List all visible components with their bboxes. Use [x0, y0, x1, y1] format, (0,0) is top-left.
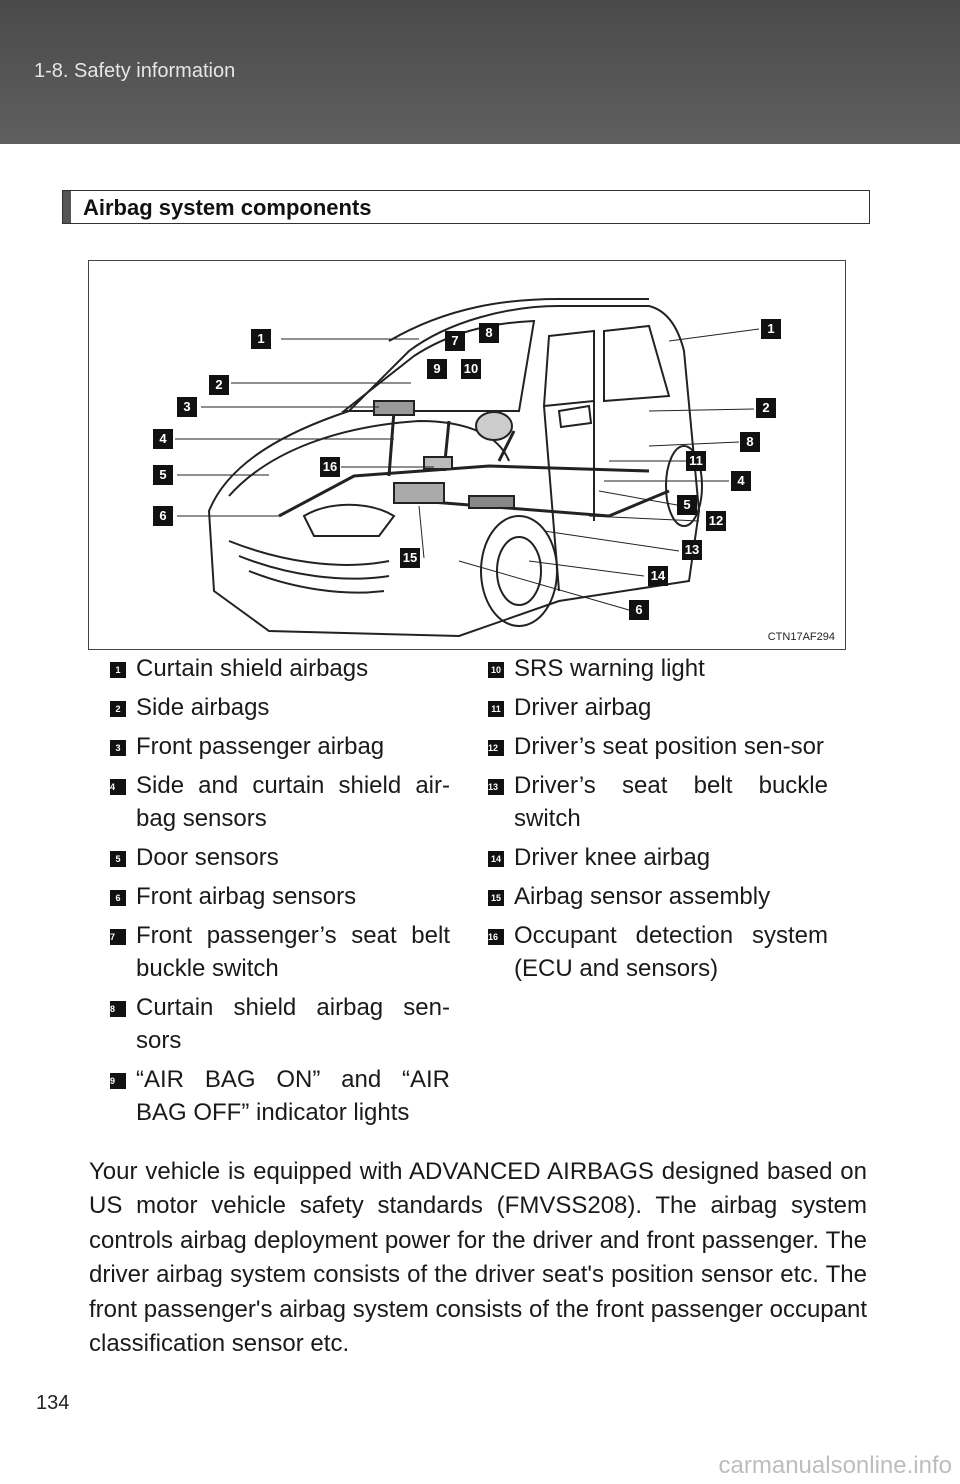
- item-number-badge: 5: [110, 851, 126, 867]
- list-item: [478, 691, 828, 724]
- item-text: Curtain shield airbags: [136, 655, 369, 682]
- callout-9: 9: [427, 359, 447, 379]
- item-number-badge: 16: [488, 929, 504, 945]
- item-number-badge: 6: [110, 890, 126, 906]
- item-text: Airbag sensor assembly: [514, 883, 771, 910]
- list-item: [478, 730, 828, 763]
- callout-7: 7: [445, 331, 465, 351]
- item-number-badge: 10: [488, 662, 504, 678]
- item-text: Door sensors: [136, 844, 279, 871]
- list-item: [478, 841, 828, 874]
- item-text: Driver’s seat position sen-sor: [514, 733, 824, 760]
- callout-6-right: 6: [629, 600, 649, 620]
- list-item: [100, 1063, 450, 1129]
- callout-16: 16: [320, 457, 340, 477]
- callout-11: 11: [686, 451, 706, 471]
- item-number-badge: 12: [488, 740, 504, 756]
- callout-8-right: 8: [740, 432, 760, 452]
- section-title-bar: [62, 190, 870, 224]
- list-item: [100, 691, 450, 724]
- item-number-badge: 8: [110, 1001, 126, 1017]
- callout-12: 12: [706, 511, 726, 531]
- callout-3: 3: [177, 397, 197, 417]
- callout-5-left: 5: [153, 465, 173, 485]
- item-number-badge: 4: [110, 779, 126, 795]
- item-number-badge: 14: [488, 851, 504, 867]
- callout-1-left: 1: [251, 329, 271, 349]
- item-text: SRS warning light: [514, 655, 705, 682]
- page-header: [0, 0, 960, 144]
- item-text: Driver’s seat belt buckle switch: [514, 772, 828, 832]
- callout-8-top: 8: [479, 323, 499, 343]
- callout-14: 14: [648, 566, 668, 586]
- callout-15: 15: [400, 548, 420, 568]
- item-text: Front airbag sensors: [136, 883, 357, 910]
- vehicle-illustration: [89, 261, 846, 650]
- item-number-badge: 3: [110, 740, 126, 756]
- callout-4-right: 4: [731, 471, 751, 491]
- item-number-badge: 2: [110, 701, 126, 717]
- item-text: Front passenger’s seat belt buckle switch: [136, 922, 450, 982]
- list-item: [100, 730, 450, 763]
- item-number-badge: 7: [110, 929, 126, 945]
- component-list-left: [100, 652, 450, 1135]
- item-text: Driver knee airbag: [514, 844, 711, 871]
- item-text: Curtain shield airbag sen-sors: [136, 994, 450, 1054]
- callout-13: 13: [682, 540, 702, 560]
- item-text: Front passenger airbag: [136, 733, 385, 760]
- item-number-badge: 13: [488, 779, 504, 795]
- list-item: [478, 652, 828, 685]
- item-text: Driver airbag: [514, 694, 652, 721]
- callout-5-right: 5: [677, 495, 697, 515]
- callout-2-left: 2: [209, 375, 229, 395]
- list-item: [100, 919, 450, 985]
- list-item: [478, 769, 828, 835]
- item-text: Side airbags: [136, 694, 270, 721]
- item-text: Occupant detection system (ECU and sensors): [514, 922, 828, 982]
- item-text: “AIR BAG ON” and “AIR BAG OFF” indicator lights: [136, 1066, 450, 1126]
- item-text: Side and curtain shield air-bag sensors: [136, 772, 450, 832]
- callout-6-left: 6: [153, 506, 173, 526]
- component-list-right: [478, 652, 828, 991]
- page-number: 134: [36, 1392, 70, 1414]
- callout-4-left: 4: [153, 429, 173, 449]
- item-number-badge: 9: [110, 1073, 126, 1089]
- callout-1-right: 1: [761, 319, 781, 339]
- list-item: [478, 880, 828, 913]
- figure-code: CTN17AF294: [767, 631, 835, 643]
- section-title: Airbag system components: [83, 195, 372, 220]
- body-paragraph: Your vehicle is equipped with ADVANCED AIRBAGS designed based on US motor vehicle safety standards (FMVSS208). The airbag system controls airbag deployment power for the driver and front passenger. The driver airbag system consists of the driver seat's position sensor etc. The front passenger's airbag system consists of the front passenger occupant classification sensor etc.: [89, 1158, 867, 1358]
- list-item: [100, 769, 450, 835]
- list-item: [100, 991, 450, 1057]
- item-number-badge: 11: [488, 701, 504, 717]
- list-item: [478, 919, 828, 985]
- list-item: [100, 841, 450, 874]
- item-number-badge: 15: [488, 890, 504, 906]
- list-item: [100, 652, 450, 685]
- section-label: 1-8. Safety information: [34, 60, 236, 82]
- airbag-diagram: [88, 260, 846, 650]
- watermark: carmanualsonline.info: [718, 1452, 952, 1479]
- callout-2-right: 2: [756, 398, 776, 418]
- callout-10: 10: [461, 359, 481, 379]
- title-marker: [63, 191, 71, 223]
- list-item: [100, 880, 450, 913]
- item-number-badge: 1: [110, 662, 126, 678]
